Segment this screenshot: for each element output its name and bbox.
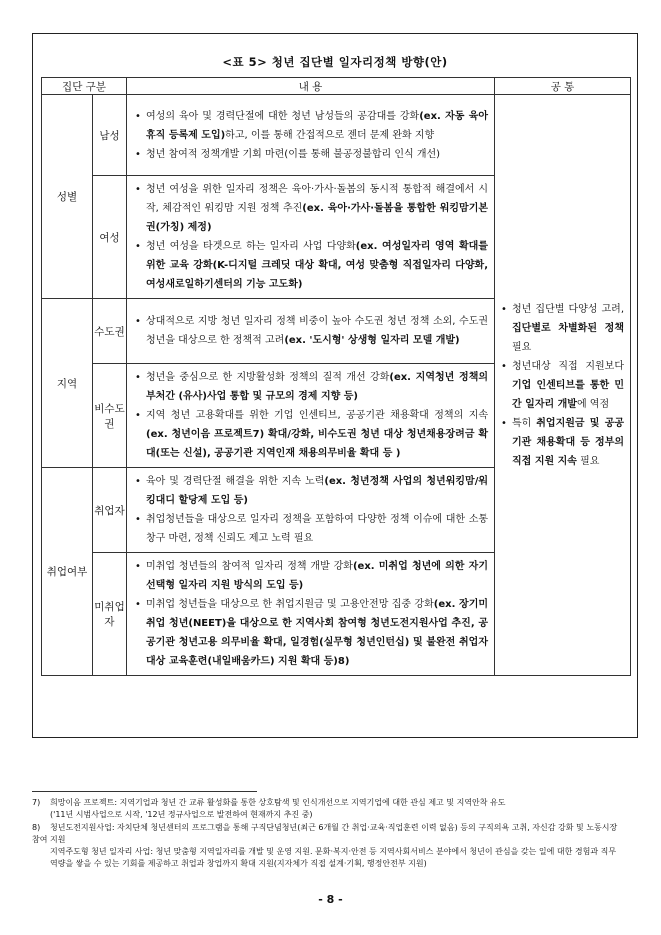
bullet-item: • 미취업 청년들을 대상으로 한 취업지원금 및 고용안전망 집중 강화(ex. 장기미취업 청년(NEET)을 대상으로 한 지역사회 참여형 청년도전지원사업 추진, 공공기관 청년고용 의무비율 확대, 일경험(실무형 청년인턴십) 및 불완전 취업자 대상 교육훈련(내일배움카드) 지원 확대 등)8) xyxy=(135,595,488,671)
bullet-item: • 청년 집단별 다양성 고려, 집단별로 차별화된 정책 필요 xyxy=(501,300,624,357)
subcategory-unemployed: 미취업자 xyxy=(93,553,127,676)
content-unemployed xyxy=(127,553,495,676)
header-group: 집단 구분 xyxy=(42,78,127,95)
content-female xyxy=(127,176,495,299)
bullet-item: • 여성의 육아 및 경력단절에 대한 청년 남성들의 공감대를 강화(ex. 자동 육아휴직 등록제 도입)하고, 이를 통해 간접적으로 젠더 문제 완화 지향 xyxy=(135,107,488,145)
content-male xyxy=(127,95,495,176)
page-number: - 8 - xyxy=(318,893,343,906)
header-row xyxy=(42,78,631,95)
footnote-7: 7) 희망이음 프로젝트: 지역기업과 청년 간 교류 활성화를 통한 상호탐색 및 인식개선으로 지역기업에 대한 관심 제고 및 지역안착 유도 ('11년 시범사업으로 시작, '12년 정규사업으로 발전하여 현재까지 추진 중) xyxy=(32,798,506,819)
footnote-divider xyxy=(32,791,257,792)
content-noncapital xyxy=(127,364,495,468)
bullet-item: • 청년 여성을 타겟으로 하는 일자리 사업 다양화(ex. 여성일자리 영역 확대를 위한 교육 강화(K-디지털 크레딧 대상 확대, 여성 맞춤형 직접일자리 다양화, 여성새로일하기센터의 기능 고도화) xyxy=(135,237,488,294)
subcategory-noncapital: 비수도권 xyxy=(93,364,127,468)
subcategory-male: 남성 xyxy=(93,95,127,176)
policy-table xyxy=(41,77,631,676)
bullet-item: • 미취업 청년들의 참여적 일자리 정책 개발 강화(ex. 미취업 청년에 의한 자기선택형 일자리 지원 방식의 도입 등) xyxy=(135,557,488,595)
bullet-item: • 청년 참여적 정책개발 기회 마련(이를 통해 불공정불합리 인식 개선) xyxy=(135,145,488,164)
bullet-item: • 지역 청년 고용확대를 위한 기업 인센티브, 공공기관 채용확대 정책의 지속(ex. 청년이음 프로젝트7) 확대/강화, 비수도권 청년 대상 청년채용장려금 확대(또는 신설), 공공기관 지역인재 채용의무비율 확대 등 ) xyxy=(135,406,488,463)
header-content: 내 용 xyxy=(127,78,495,95)
category-region: 지역 xyxy=(42,299,93,468)
content-employed xyxy=(127,468,495,553)
table-row xyxy=(42,95,631,176)
subcategory-employed: 취업자 xyxy=(93,468,127,553)
subcategory-capital: 수도권 xyxy=(93,299,127,364)
bullet-item: • 상대적으로 지방 청년 일자리 정책 비중이 높아 수도권 청년 정책 소외, 수도권 청년을 대상으로 한 정책적 고려(ex. '도시형' 상생형 일자리 모델 개발) xyxy=(135,312,488,350)
subcategory-female: 여성 xyxy=(93,176,127,299)
bullet-item: • 육아 및 경력단절 해결을 위한 지속 노력(ex. 청년정책 사업의 청년워킹맘/워킹대디 할당제 도입 등) xyxy=(135,472,488,510)
bullet-item: • 청년 여성을 위한 일자리 정책은 육아·가사·돌봄의 동시적 통합적 해결에서 시작, 체감적인 워킹맘 지원 정책 추진(ex. 육아·가사·돌봄을 통합한 워킹맘기본권(가칭) 제정) xyxy=(135,180,488,237)
common-cell xyxy=(495,95,631,676)
table-title: <표 5> 청년 집단별 일자리정책 방향(안) xyxy=(222,55,448,69)
content-capital xyxy=(127,299,495,364)
category-employment: 취업여부 xyxy=(42,468,93,676)
header-common: 공 통 xyxy=(495,78,631,95)
bullet-item: • 취업청년들을 대상으로 일자리 정책을 포함하여 다양한 정책 이슈에 대한 소통 창구 마련, 정책 신뢰도 제고 노력 필요 xyxy=(135,510,488,548)
bullet-item: • 특히 취업지원금 및 공공기관 채용확대 등 정부의 직접 지원 지속 필요 xyxy=(501,414,624,471)
footnote-8: 8) 청년도전지원사업: 자치단체 청년센터의 프로그램을 통해 구직단념청년(최근 6개월 간 취업·교육·직업훈련 이력 없음) 등의 구직의욕 고취, 자신감 강화 및 노동시장 참여 지원 지역주도형 청년 일자리 사업: 청년 맞춤형 지역일자리를 개발 및 운영 지원. 문화·복지·안전 등 지역사회서비스 분야에서 청년이 관심을 갖는 일에 대한 경험과 직무역량을 쌓을 수 있는 기회를 제공하고 취업과 창업까지 확대 지원(지자체가 직접 설계·기획, 행정안전부 지원) xyxy=(32,823,618,868)
bullet-item: • 청년대상 직접 지원보다 기업 인센티브를 통한 민간 일자리 개발에 역점 xyxy=(501,357,624,414)
table-frame xyxy=(32,33,638,738)
bullet-item: • 청년을 중심으로 한 지방활성화 정책의 질적 개선 강화(ex. 지역청년 정책의 부처간 (유사)사업 통합 및 규모의 경제 지향 등) xyxy=(135,368,488,406)
category-gender: 성별 xyxy=(42,95,93,299)
